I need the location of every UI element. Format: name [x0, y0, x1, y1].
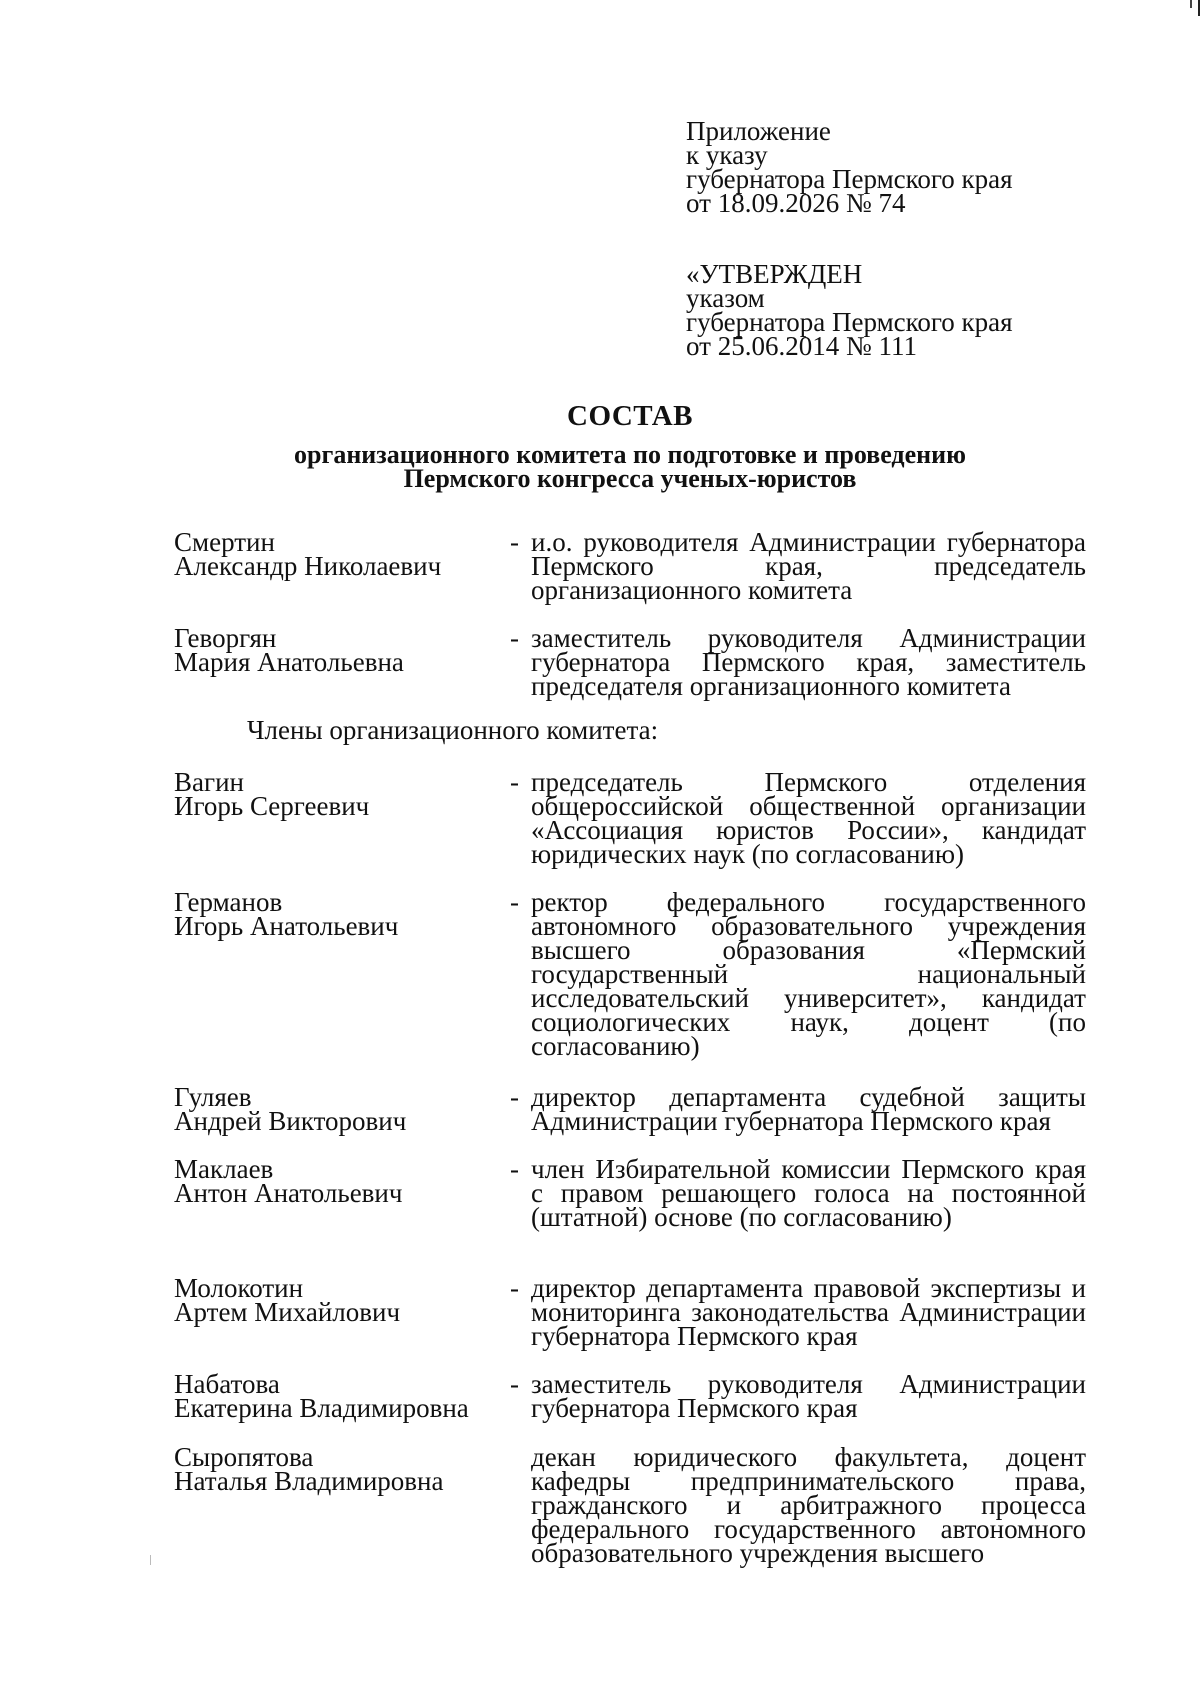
- member-description: заместитель руководителя Администрации губернатора Пермского края, заместитель председателя организационного комитета: [531, 623, 1086, 701]
- committee-entry: [174, 887, 1086, 1061]
- approved-line: губернатора Пермского края: [686, 307, 1013, 337]
- committee-entry: [174, 767, 1086, 870]
- member-description: директор департамента судебной защиты Администрации губернатора Пермского края: [531, 1082, 1086, 1136]
- appendix-line: Приложение: [686, 116, 831, 146]
- member-description: директор департамента правовой экспертизы и мониторинга законодательства Администрации губернатора Пермского края: [531, 1273, 1086, 1351]
- appendix-block: [686, 116, 1013, 218]
- committee-entry: [174, 527, 1086, 605]
- entry-dash: -: [510, 527, 519, 557]
- member-surname: Сыропятова: [174, 1442, 314, 1472]
- member-given-name: Екатерина Владимировна: [174, 1393, 469, 1423]
- member-description: ректор федерального государственного автономного образовательного учреждения высшего образования «Пермский государственный национальный исследовательский университет», кандидат социологических наук, доцент (по согласованию): [531, 887, 1086, 1061]
- committee-entry: [174, 1442, 1086, 1570]
- member-given-name: Артем Михайлович: [174, 1297, 401, 1327]
- entry-dash: -: [510, 887, 519, 917]
- committee-entry: [174, 1082, 1086, 1136]
- approved-block: [686, 259, 1013, 361]
- member-description: член Избирательной комиссии Пермского края с правом решающего голоса на постоянной (штатной) основе (по согласованию): [531, 1154, 1086, 1232]
- entry-dash: -: [510, 623, 519, 653]
- entry-dash: -: [510, 1273, 519, 1303]
- members-heading: Члены организационного комитета:: [247, 715, 659, 745]
- approved-line: указом: [686, 283, 765, 313]
- member-given-name: Наталья Владимировна: [174, 1466, 444, 1496]
- member-given-name: Мария Анатольевна: [174, 647, 404, 677]
- member-name: [174, 1442, 444, 1496]
- member-name: [174, 1273, 401, 1327]
- committee-entry: [174, 623, 1086, 701]
- member-name: [174, 887, 399, 941]
- member-description: и.о. руководителя Администрации губернатора Пермского края, председатель организационного комитета: [531, 527, 1086, 605]
- member-given-name: Андрей Викторович: [174, 1106, 407, 1136]
- entry-dash: -: [510, 1154, 519, 1184]
- member-name: [174, 1082, 407, 1136]
- member-name: [174, 1154, 403, 1208]
- document-subtitle-line: Пермского конгресса ученых-юристов: [403, 464, 857, 493]
- member-surname: Геворгян: [174, 623, 277, 653]
- member-given-name: Антон Анатольевич: [174, 1178, 403, 1208]
- member-description: заместитель руководителя Администрации губернатора Пермского края: [531, 1369, 1086, 1423]
- document-subtitle-line: организационного комитета по подготовке и проведению: [294, 440, 966, 469]
- entry-dash: -: [510, 767, 519, 797]
- member-given-name: Александр Николаевич: [174, 551, 442, 581]
- member-name: [174, 767, 370, 821]
- member-surname: Гуляев: [174, 1082, 252, 1112]
- member-name: [174, 527, 442, 581]
- committee-entry: [174, 1369, 1086, 1423]
- member-surname: Германов: [174, 887, 283, 917]
- entry-dash: -: [510, 1082, 519, 1112]
- member-name: [174, 623, 404, 677]
- committee-entry: [174, 1273, 1086, 1351]
- member-surname: Молокотин: [174, 1273, 304, 1303]
- appendix-line: губернатора Пермского края: [686, 164, 1013, 194]
- member-description: декан юридического факультета, доцент кафедры предпринимательского права, гражданского и арбитражного процесса федерального государственного автономного образовательного учреждения высшего: [531, 1442, 1086, 1568]
- appendix-line: от 18.09.2026 № 74: [686, 188, 906, 218]
- committee-entry: [174, 1154, 1086, 1257]
- member-description: председатель Пермского отделения общероссийской общественной организации «Ассоциация юристов России», кандидат юридических наук (по согласованию): [531, 767, 1086, 869]
- member-surname: Набатова: [174, 1369, 280, 1399]
- scan-artifact: [150, 1555, 155, 1565]
- member-given-name: Игорь Анатольевич: [174, 911, 399, 941]
- page-edge-tick: [1190, 0, 1192, 8]
- member-surname: Маклаев: [174, 1154, 274, 1184]
- approved-line: «УТВЕРЖДЕН: [686, 259, 863, 289]
- approved-line: от 25.06.2014 № 111: [686, 331, 917, 361]
- appendix-line: к указу: [686, 140, 768, 170]
- member-surname: Вагин: [174, 767, 244, 797]
- member-surname: Смертин: [174, 527, 275, 557]
- document-title: СОСТАВ: [567, 400, 693, 432]
- entry-dash: -: [510, 1369, 519, 1399]
- member-given-name: Игорь Сергеевич: [174, 791, 370, 821]
- member-name: [174, 1369, 469, 1423]
